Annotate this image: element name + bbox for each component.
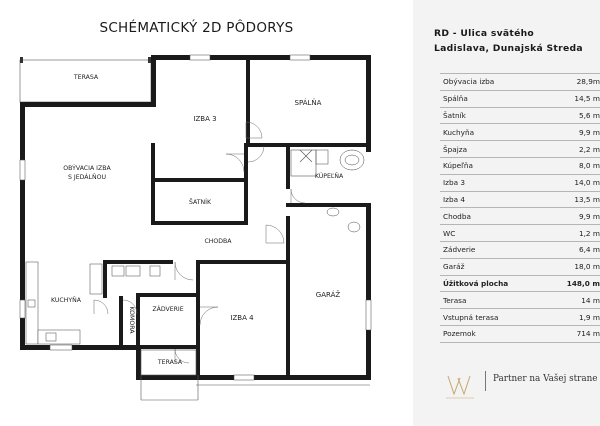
total-label: Úžitková plocha xyxy=(440,275,546,292)
extra-name: Terasa xyxy=(440,292,546,309)
nv-monogram-logo-icon xyxy=(440,366,480,406)
room-name: Obývacia izba xyxy=(440,74,546,91)
table-row xyxy=(440,124,600,141)
extra-area: 14 m xyxy=(546,292,600,309)
label-obyvacia-1: OBÝVACIA IZBA xyxy=(63,165,111,172)
room-area: 14,0 m xyxy=(546,174,600,191)
room-area: 5,6 m xyxy=(546,107,600,124)
table-row xyxy=(440,208,600,225)
room-name: Kúpeľňa xyxy=(440,157,546,174)
terrace-top-outline xyxy=(20,60,151,102)
room-area: 18,0 m xyxy=(546,258,600,275)
label-satnik: ŠATNÍK xyxy=(188,199,212,206)
room-name: Zádverie xyxy=(440,241,546,258)
room-name: Garáž xyxy=(440,258,546,275)
room-area: 14,5 m xyxy=(546,90,600,107)
total-area-row xyxy=(440,275,600,292)
table-row xyxy=(440,292,600,309)
room-area: 1,2 m xyxy=(546,225,600,242)
room-name: Šatník xyxy=(440,107,546,124)
room-name: Spálňa xyxy=(440,90,546,107)
table-row xyxy=(440,258,600,275)
table-row xyxy=(440,309,600,326)
room-area: 9,9 m xyxy=(546,124,600,141)
label-zadverie: ZÁDVERIE xyxy=(152,306,184,313)
room-area: 28,9m xyxy=(546,74,600,91)
room-name: Izba 3 xyxy=(440,174,546,191)
table-row xyxy=(440,90,600,107)
room-area: 2,2 m xyxy=(546,141,600,158)
room-area: 9,9 m xyxy=(546,208,600,225)
label-izba4: IZBA 4 xyxy=(230,314,254,322)
footer-divider xyxy=(485,371,486,391)
extra-name: Vstupná terasa xyxy=(440,309,546,326)
label-spalna: SPÁLŇA xyxy=(294,99,322,107)
label-chodba: CHODBA xyxy=(204,238,232,245)
address-line-1: RD - Ulica svätého xyxy=(434,28,535,39)
room-area: 8,0 m xyxy=(546,157,600,174)
address-line-2: Ladislava, Dunajská Streda xyxy=(434,43,583,54)
table-row xyxy=(440,157,600,174)
label-terasa-top: TERASA xyxy=(73,74,99,81)
property-address xyxy=(434,26,600,56)
table-row xyxy=(440,191,600,208)
total-value: 148,0 m xyxy=(546,275,600,292)
label-obyvacia-2: S JEDÁLŇOU xyxy=(68,174,106,181)
extra-area: 714 m xyxy=(546,325,600,342)
table-row xyxy=(440,107,600,124)
room-name: Špajza xyxy=(440,141,546,158)
label-kuchyna: KUCHYŇA xyxy=(50,297,82,304)
table-row xyxy=(440,74,600,91)
table-row xyxy=(440,174,600,191)
room-area: 6,4 m xyxy=(546,241,600,258)
room-name: Izba 4 xyxy=(440,191,546,208)
room-name: Chodba xyxy=(440,208,546,225)
room-name: Kuchyňa xyxy=(440,124,546,141)
table-row xyxy=(440,141,600,158)
label-komora: KOMORA xyxy=(128,306,135,334)
extra-name: Pozemok xyxy=(440,325,546,342)
table-row xyxy=(440,325,600,342)
table-row xyxy=(440,225,600,242)
label-garaz: GARÁŽ xyxy=(315,291,341,299)
plan-title: SCHÉMATICKÝ 2D PÔDORYS xyxy=(99,20,294,36)
room-area: 13,5 m xyxy=(546,191,600,208)
label-kupelna: KÚPEĽŇA xyxy=(314,173,344,180)
label-izba3: IZBA 3 xyxy=(193,115,217,123)
footer-tagline: Partner na Vašej strane xyxy=(493,374,598,384)
extra-area: 1,9 m xyxy=(546,309,600,326)
room-area-table xyxy=(440,73,600,343)
label-terasa-bottom: TERASA xyxy=(157,359,183,366)
room-name: WC xyxy=(440,225,546,242)
table-row xyxy=(440,241,600,258)
